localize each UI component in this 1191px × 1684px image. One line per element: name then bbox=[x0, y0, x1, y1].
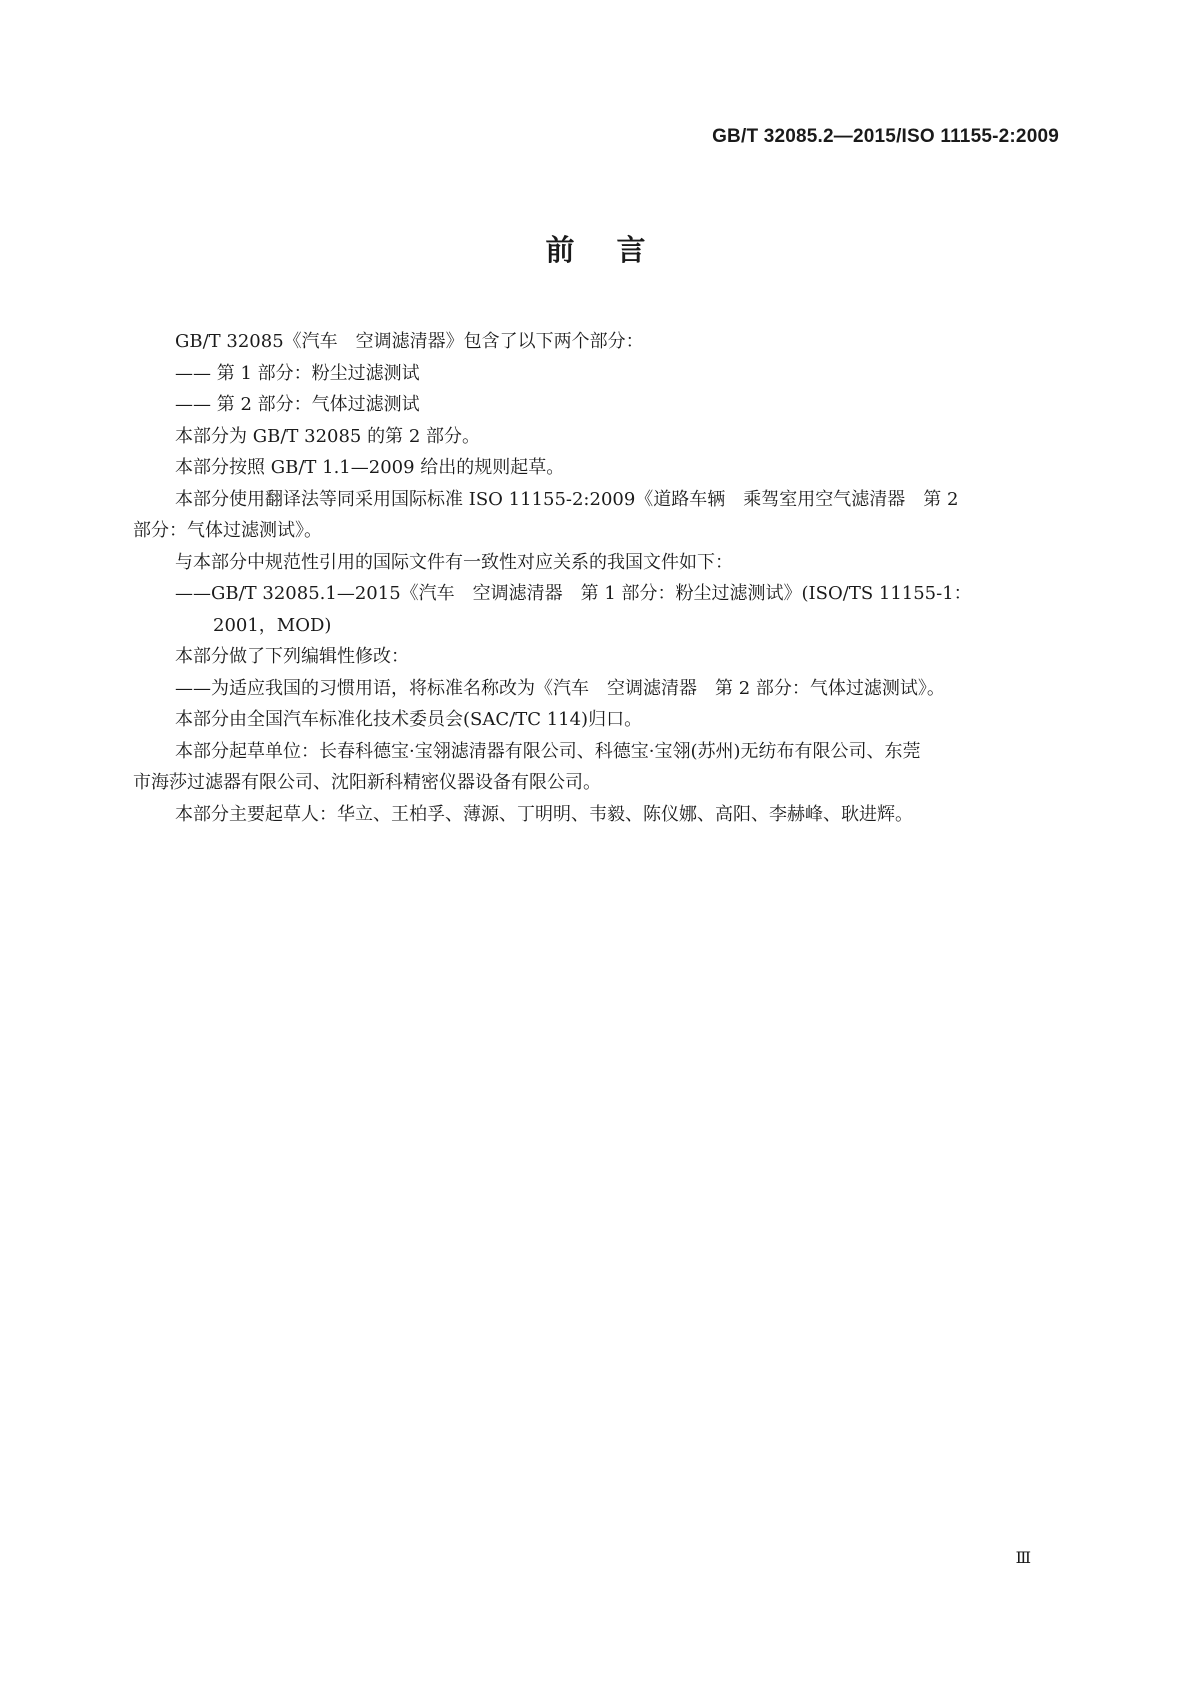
paragraph-drafting-rules: 本部分按照 GB/T 1.1—2009 给出的规则起草。 bbox=[175, 457, 565, 478]
list-item-part-1: —— 第 1 部分：粉尘过滤测试 bbox=[175, 362, 420, 384]
paragraph-drafting-units-line2: 市海莎过滤器有限公司、沈阳新科精密仪器设备有限公司。 bbox=[133, 772, 601, 793]
paragraph-drafting-units-line1: 本部分起草单位：长春科德宝·宝翎滤清器有限公司、科德宝·宝翎(苏州)无纺布有限公司、东莞 bbox=[175, 740, 921, 762]
list-item-part-2: —— 第 2 部分：气体过滤测试 bbox=[175, 394, 420, 415]
list-item-editorial-change: ——为适应我国的习惯用语，将标准名称改为《汽车 空调滤清器 第 2 部分：气体过滤测试》。 bbox=[175, 677, 945, 699]
paragraph-adoption-line1: 本部分使用翻译法等同采用国际标准 ISO 11155-2:2009《道路车辆 乘驾室用空气滤清器 第 2 bbox=[175, 488, 959, 510]
paragraph-parts-intro: GB/T 32085《汽车 空调滤清器》包含了以下两个部分： bbox=[175, 331, 644, 352]
paragraph-jurisdiction: 本部分由全国汽车标准化技术委员会(SAC/TC 114)归口。 bbox=[175, 709, 643, 730]
page-number: Ⅲ bbox=[1015, 1548, 1032, 1567]
list-item-normative-ref-line2: 2001，MOD) bbox=[213, 614, 332, 636]
foreword-body bbox=[133, 326, 1060, 830]
paragraph-editorial-changes: 本部分做了下列编辑性修改： bbox=[175, 646, 409, 667]
paragraph-drafters: 本部分主要起草人：华立、王柏孚、薄源、丁明明、韦毅、陈仪娜、高阳、李赫峰、耿进辉。 bbox=[175, 803, 913, 825]
paragraph-part-statement: 本部分为 GB/T 32085 的第 2 部分。 bbox=[175, 425, 480, 447]
page-title: 前言 bbox=[545, 233, 688, 267]
paragraph-normative-refs: 与本部分中规范性引用的国际文件有一致性对应关系的我国文件如下： bbox=[175, 551, 733, 573]
standard-code-header: GB/T 32085.2—2015/ISO 11155-2:2009 bbox=[712, 126, 1059, 147]
list-item-normative-ref-line1: ——GB/T 32085.1—2015《汽车 空调滤清器 第 1 部分：粉尘过滤测试》(ISO/TS 11155-1： bbox=[175, 583, 972, 604]
paragraph-adoption-line2: 部分：气体过滤测试》。 bbox=[133, 520, 322, 541]
